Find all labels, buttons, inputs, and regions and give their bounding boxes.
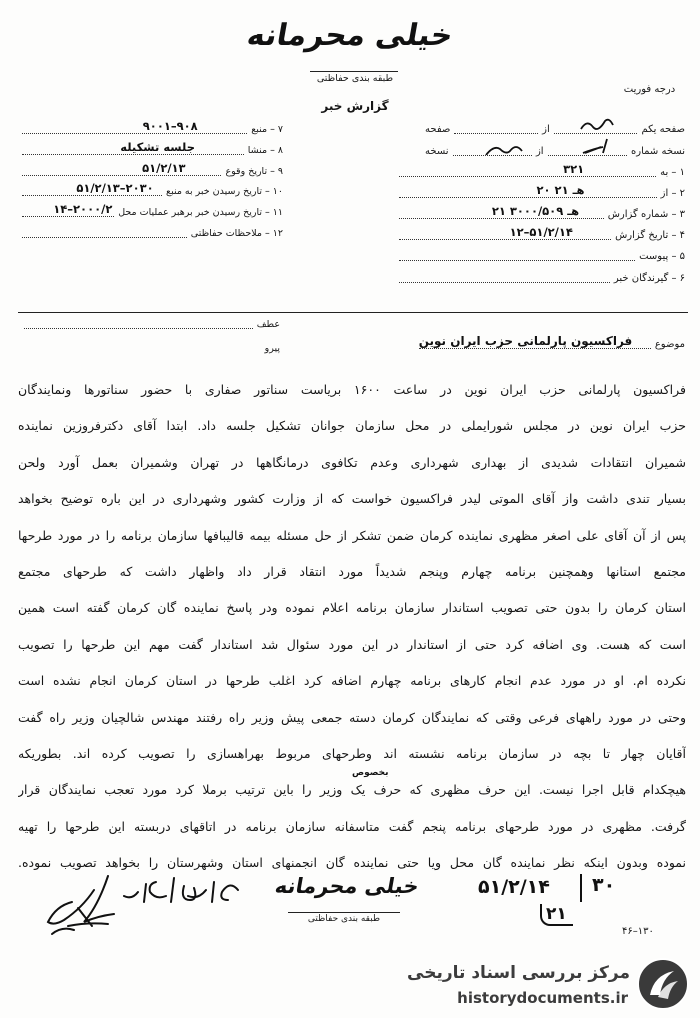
field-report-number <box>395 206 685 222</box>
body-line: مجتمع استانها وهمچنین برنامه چهارم وپنجم شدیداً مورد انتقاد قرار داد واظهار داشت که طرحهای مجتمع <box>18 563 686 579</box>
field-attachment <box>395 248 685 264</box>
reference-atf-label: عطف <box>256 319 280 330</box>
field-value: ۹۰۰۱–۹۰۸ <box>142 119 198 133</box>
body-line: شمیران انتقادات شدیدی از بهداری شهرداری وعدم تکافوی درمانگاهها در تهران وشمیران بعمل آورد ولحن <box>18 454 686 470</box>
handwritten-mark <box>482 139 526 155</box>
handwritten-date: ۵۱/۲/۱۴ <box>478 876 550 898</box>
body-line: نکرده ام. او در مورد عدم انجام کارهای برنامه چهارم اضافه کرد اغلب طرحها در استان کرمان انجام نشده است <box>18 673 686 689</box>
form-title: گزارش خبر <box>321 99 389 113</box>
page-of-label: از <box>542 124 550 135</box>
field-value: ۱۴–۲۰۰۰/۲ <box>53 202 113 216</box>
field-occurrence-date <box>18 163 283 179</box>
classification-stamp: خیلی محرمانه <box>244 18 456 53</box>
body-line: بسیار تندی داشت واز آقای الموتی لیدر فراکسیون خواست که از وزارت کشور وشهرداری در این باره توضیح بخواهد <box>18 491 686 507</box>
body-line: فراکسیون پارلمانی حزب ایران نوین در ساعت ۱۶۰۰ بریاست سناتور صفاری با حضور سناتورها ونمایندگان <box>18 382 686 397</box>
subject-row <box>415 336 685 352</box>
field-label: ۱۱ – تاریخ رسیدن خبر برهبر عملیات محل <box>118 207 283 218</box>
stamp-divider <box>310 71 398 72</box>
field-value: ۱۲–۵۱/۲/۱۴ <box>509 225 573 239</box>
page-unit-label: صفحه <box>425 124 451 135</box>
field-label: ۵ – پیوست <box>639 251 685 262</box>
body-line: نموده وبدون اینکه نظر نماینده گان محل ویا حتی نماینده گان انجمنهای استان وشهرستان را بخواهد تصویب نموده. <box>18 855 686 871</box>
subject-label: موضوع <box>654 339 685 350</box>
body-line: حزب ایران نوین در مجلس شورایملی در محل سازمان جوانان تشکیل جلسه داد. ابتدا آقای دکترفروزین نماینده <box>18 418 686 434</box>
reference-dots <box>24 316 253 329</box>
field-to <box>395 164 685 180</box>
page-number-row <box>425 121 685 137</box>
field-label: ۷ – منبع <box>251 124 283 135</box>
field-value: ۵۱/۲/۱۳ <box>142 161 186 175</box>
field-label: ۸ – منشا <box>247 145 283 156</box>
field-dots <box>399 227 611 240</box>
field-received-by-operator <box>18 204 283 220</box>
field-value: ۵۱/۲/۱۳–۲۰۳۰ <box>76 181 154 195</box>
copy-of-label: از <box>535 146 544 157</box>
body-line: است که هست. وی اضافه کرد حتی از استاندار در این مورد سئوال شد استاندار گفت مهم این طرحها را تصویب <box>18 636 686 652</box>
archive-logo-icon <box>636 957 690 1011</box>
field-value: ۳۲۱ <box>563 162 585 176</box>
field-value: ۲۱ هـ ۳۰۰۰/۵۰۹ <box>491 204 580 218</box>
footer-classification-stamp: خیلی محرمانه <box>273 874 421 898</box>
handwritten-mark <box>577 137 617 155</box>
signature-scribble <box>38 868 248 948</box>
body-line: آقایان چهار تا بچه در سازمان برنامه نشسته اند وطرحهای مربوط بهراهسازی را تصویب کرده اند. بطوریکه <box>18 745 686 761</box>
handwritten-separator <box>580 874 582 902</box>
copy-number-row <box>425 143 685 159</box>
field-received-by-source <box>18 183 283 199</box>
watermark-url: historydocuments.ir <box>457 989 628 1007</box>
field-label: ۱۲ – ملاحظات حفاظتی <box>190 228 283 239</box>
field-dots <box>22 163 221 176</box>
field-dots <box>22 142 244 155</box>
reference-atf-row <box>20 316 280 332</box>
body-line: پس از آن آقای علی اصغر مظهری نماینده کرمان ضمن تشکر از حل مسئله بیمه قالیبافها سازمان برنامه را در مورد طرحها <box>18 527 686 543</box>
reference-spacer <box>24 341 261 353</box>
body-line: گرفت. مظهری در مورد طرحهای برنامه پنجم گفت متاسفانه سازمان برنامه در اتاقهای دربسته این طرحها را تهیه <box>18 818 686 834</box>
field-label: ۲ – از <box>660 188 685 199</box>
field-dots <box>22 183 162 196</box>
handwritten-time: ۳۰ <box>592 874 616 896</box>
urgency-label: درجه فوریت <box>623 84 676 95</box>
field-origin <box>18 142 283 158</box>
field-dots <box>399 248 635 261</box>
field-from <box>395 185 685 201</box>
reference-peyro-row <box>20 340 280 356</box>
field-dots <box>22 225 187 238</box>
classification-label: طبقه بندی حفاظتی <box>316 73 394 84</box>
copy-label: نسخه شماره <box>631 146 685 157</box>
copy-unit-label: نسخه <box>425 146 449 157</box>
copy-total-dots <box>453 143 532 156</box>
reference-peyro-label: پیرو <box>264 343 280 354</box>
header-divider <box>18 312 688 313</box>
copy-dots <box>548 143 627 156</box>
body-line: وحتی در مورد راههای فرعی وقتی که نمایندگان کرمان دسته جمعی پیش وزیر راه رفتند مهندس شالچیان وزیر راه گفت <box>18 709 686 725</box>
subject-dots <box>419 336 651 349</box>
field-dots <box>399 206 604 219</box>
handwritten-mark <box>577 117 617 133</box>
field-dots <box>22 204 114 217</box>
field-dots <box>399 185 657 198</box>
handwritten-code: ۲۱ <box>540 904 573 926</box>
report-body <box>18 372 686 881</box>
watermark-name: مرکز بررسی اسناد تاریخی <box>407 963 630 983</box>
field-value: جلسه تشکیله <box>120 140 195 154</box>
field-source <box>18 121 283 137</box>
field-value: ۲۰ هـ ۲۱ <box>536 183 585 197</box>
field-security-notes <box>18 225 283 241</box>
body-line: استان کرمان را بدون حتی تصویب استاندار سازمان برنامه اعلام نموده ودر پاسخ نماینده گان کرمان گفته است همین <box>18 600 686 616</box>
field-report-date <box>395 227 685 243</box>
field-label: ۴ – تاریخ گزارش <box>615 230 685 241</box>
field-recipients <box>395 270 685 286</box>
footer-stamp-divider <box>288 912 400 913</box>
page-label: صفحه یکم <box>641 124 685 135</box>
body-line: هیچکدام قابل اجرا نیست. این حرف مظهری که حرف یک وزیر را باین ترتیب برملا کرد مورد تعجب نمایندگان قرار <box>18 782 686 798</box>
field-label: ۱ – به <box>660 167 685 178</box>
footer-classification-label: طبقه بندی حفاظتی <box>307 914 381 924</box>
archive-number: ۴۶–۱۳۰ <box>622 926 654 937</box>
page-dots <box>554 121 638 134</box>
field-label: ۳ – شماره گزارش <box>607 209 685 220</box>
subject-value: فراکسیون پارلمانی حزب ایران نوین <box>418 334 633 348</box>
field-label: ۹ – تاریخ وقوع <box>225 166 283 177</box>
margin-note: بخصوص <box>352 768 389 778</box>
field-dots <box>22 121 247 134</box>
field-dots <box>399 270 610 283</box>
page-total-dots <box>454 121 538 134</box>
field-dots <box>399 164 656 177</box>
field-label: ۶ – گیرندگان خبر <box>613 273 685 284</box>
field-label: ۱۰ – تاریخ رسیدن خبر به منبع <box>166 186 283 197</box>
